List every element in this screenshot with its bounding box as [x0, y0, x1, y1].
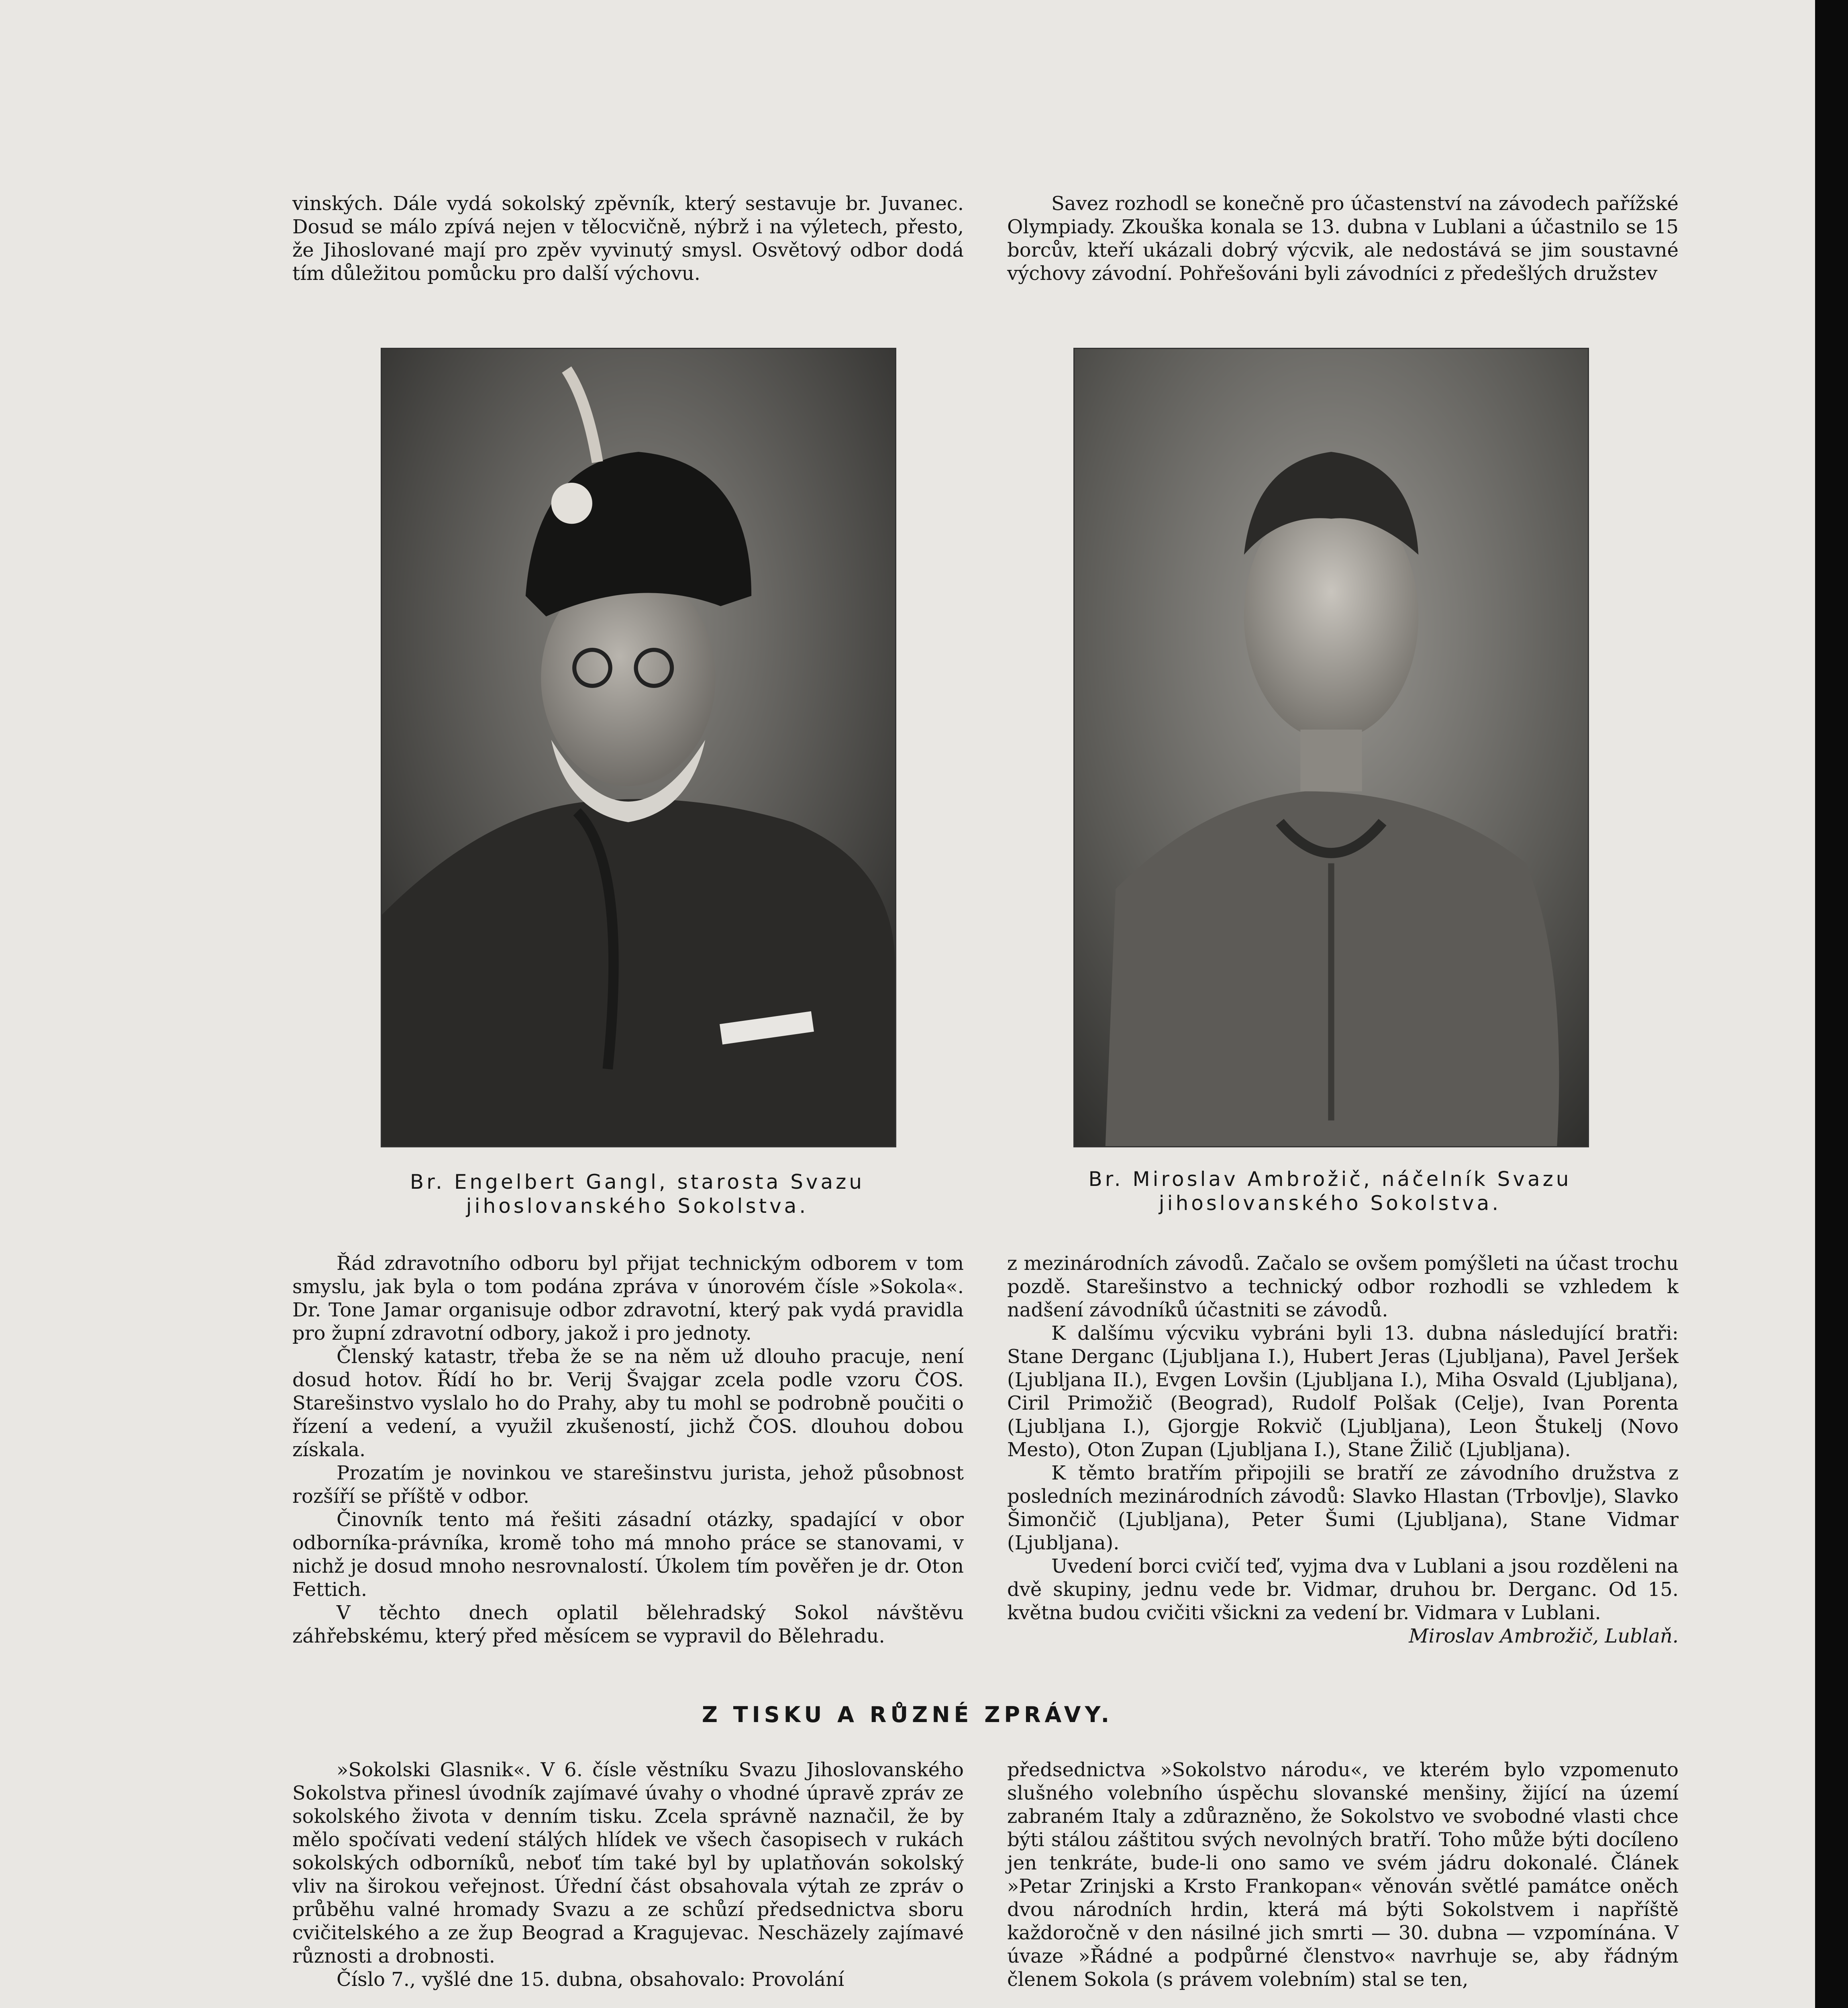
paragraph: V těchto dnech oplatil bělehradský Sokol návštěvu záhřebskému, který před měsícem se vypravil do Bělehradu. [292, 1602, 964, 1647]
paragraph: vinských. Dále vydá sokolský zpěvník, který sestavuje br. Juvanec. Dosud se málo zpívá nejen v tělocvičně, nýbrž i na výletech, přesto, že Jihoslované mají pro zpěv vyvinutý smysl. Osvětový odbor dodá tím důležitou pomůcku pro další výchovu. [292, 192, 964, 285]
paragraph: Řád zdravotního odboru byl přijat technickým odborem v tom smyslu, jak byla o tom podána zpráva v únorovém čísle »Sokola«. Dr. Tone Jamar organisuje odbor zdravotní, který pak vydá pravidla pro župní zdravotní odbory, jakož i pro jednoty. [292, 1252, 964, 1345]
paragraph: z mezinárodních závodů. Začalo se ovšem pomýšleti na účast trochu pozdě. Starešinstvo a technický odbor rozhodli se vzhledem k nadšení závodníků účastniti se závodů. [1007, 1252, 1679, 1321]
section-heading: Z TISKU A RŮZNÉ ZPRÁVY. [702, 1702, 1114, 1727]
paragraph: K dalšímu výcviku vybráni byli 13. dubna následující bratři: Stane Derganc (Ljubljana I.), Hubert Jeras (Ljubljana), Pavel Jeršek (Ljubljana II.), Evgen Lovšin (Ljubljana I.), Miha Osvald (Ljubljana), Ciril Primožič (Beograd), Rudolf Polšak (Celje), Ivan Porenta (Ljubljana I.), Gjorgje Rokvič (Ljubljana), Leon Štukelj (Novo Mesto), Oton Zupan (Ljubljana I.), Stane Žilič (Ljubljana). [1007, 1322, 1679, 1461]
left-photo-caption: Br. Engelbert Gangl, starosta Svazu jihoslovanského Sokolstva. [410, 1170, 865, 1218]
paragraph: K těmto bratřím připojili se bratří ze závodního družstva z posledních mezinárodních závodů: Slavko Hlastan (Trbovlje), Slavko Šimončič (Ljubljana), Peter Šumi (Ljubljana), Stane Vidmar (Ljubljana). [1007, 1462, 1679, 1554]
paragraph: Členský katastr, třeba že se na něm už dlouho pracuje, není dosud hotov. Řídí ho br. Verij Švajgar zcela podle vzoru ČOS. Starešinstvo vyslalo ho do Prahy, aby tu mohl se podrobně poučiti o řízení a vedení, a využil zkušeností, jichž ČOS. dlouhou dobou získala. [292, 1345, 964, 1461]
middle-right-column [1007, 1252, 1679, 1648]
paragraph: předsednictva »Sokolstvo národu«, ve kterém bylo vzpomenuto slušného volebního úspěchu slovanské menšiny, žijící na území zabraném Italy a zdůrazněno, že Sokolstvo ve svobodné vlasti chce býti stálou záštitou svých nevolných bratří. Toho může býti docíleno jen tenkráte, bude-li ono samo ve svém jádru dokonalé. Článek »Petar Zrinjski a Krsto Frankopan« věnován světlé památce oněch dvou národních hrdin, která má býti Sokolstvem i napříště každoročně v den násilné jich smrti — 30. dubna — vzpomínána. V úvaze »Řádné a podpůrné členstvo« navrhuje se, aby řádným členem Sokola (s právem volebním) stal se ten, [1007, 1759, 1679, 1991]
middle-left-column [292, 1252, 964, 1648]
top-left-column [292, 192, 964, 285]
bottom-left-column [292, 1758, 964, 1991]
portrait-photo-gangl [381, 348, 896, 1147]
paragraph: Činovník tento má řešiti zásadní otázky, spadající v obor odborníka-právníka, kromě toho má mnoho práce se stanovami, v nichž je dosud mnoho nesrovnalostí. Úkolem tím pověřen je dr. Oton Fettich. [292, 1508, 964, 1601]
right-photo-caption: Br. Miroslav Ambrožič, náčelník Svazu jihoslovanského Sokolstva. [1088, 1167, 1572, 1215]
bottom-right-column [1007, 1758, 1679, 1991]
paragraph: Uvedení borci cvičí teď, vyjma dva v Lublani a jsou rozděleni na dvě skupiny, jednu vede br. Vidmar, druhou br. Derganc. Od 15. května budou cvičiti všickni za vedení br. Vidmara v Lublani. [1007, 1555, 1679, 1624]
paragraph: Číslo 7., vyšlé dne 15. dubna, obsahovalo: Provolání [337, 1968, 844, 1991]
paragraph: Savez rozhodl se konečně pro účastenství na závodech pařížské Olympiady. Zkouška konala se 13. dubna v Lublani a účastnilo se 15 borcův, kteří ukázali dobrý výcvik, ale nedostává se jim soustavné výchovy závodní. Pohřešováni byli závodníci z předešlých družstev [1007, 192, 1679, 285]
portrait-photo-ambrozic [1073, 348, 1589, 1147]
top-right-column [1007, 192, 1679, 285]
paragraph: Prozatím je novinkou ve starešinstvu jurista, jehož působnost rozšíří se příště v odbor. [292, 1462, 964, 1508]
paragraph: »Sokolski Glasnik«. V 6. čísle věstníku Svazu Jihoslovanského Sokolstva přinesl úvodník zajímavé úvahy o vhodné úpravě zpráv ze sokolského života v denním tisku. Zcela správně naznačil, že by mělo spočívati vedení stálých hlídek ve všech časopisech v rukách sokolských odborníků, neboť tím také byl by uplatňován sokolský vliv na širokou veřejnost. Úřední část obsahovala výtah ze zpráv o průběhu valné hromady Svazu a ze schůzí předsednictva sboru cvičitelského a ze žup Beograd a Kragujevac. Neschäzely zajímavé různosti a drobnosti. [292, 1759, 964, 1967]
author-signature: Miroslav Ambrožič, Lublaň. [1409, 1625, 1679, 1647]
scan-border [1815, 0, 1848, 2008]
